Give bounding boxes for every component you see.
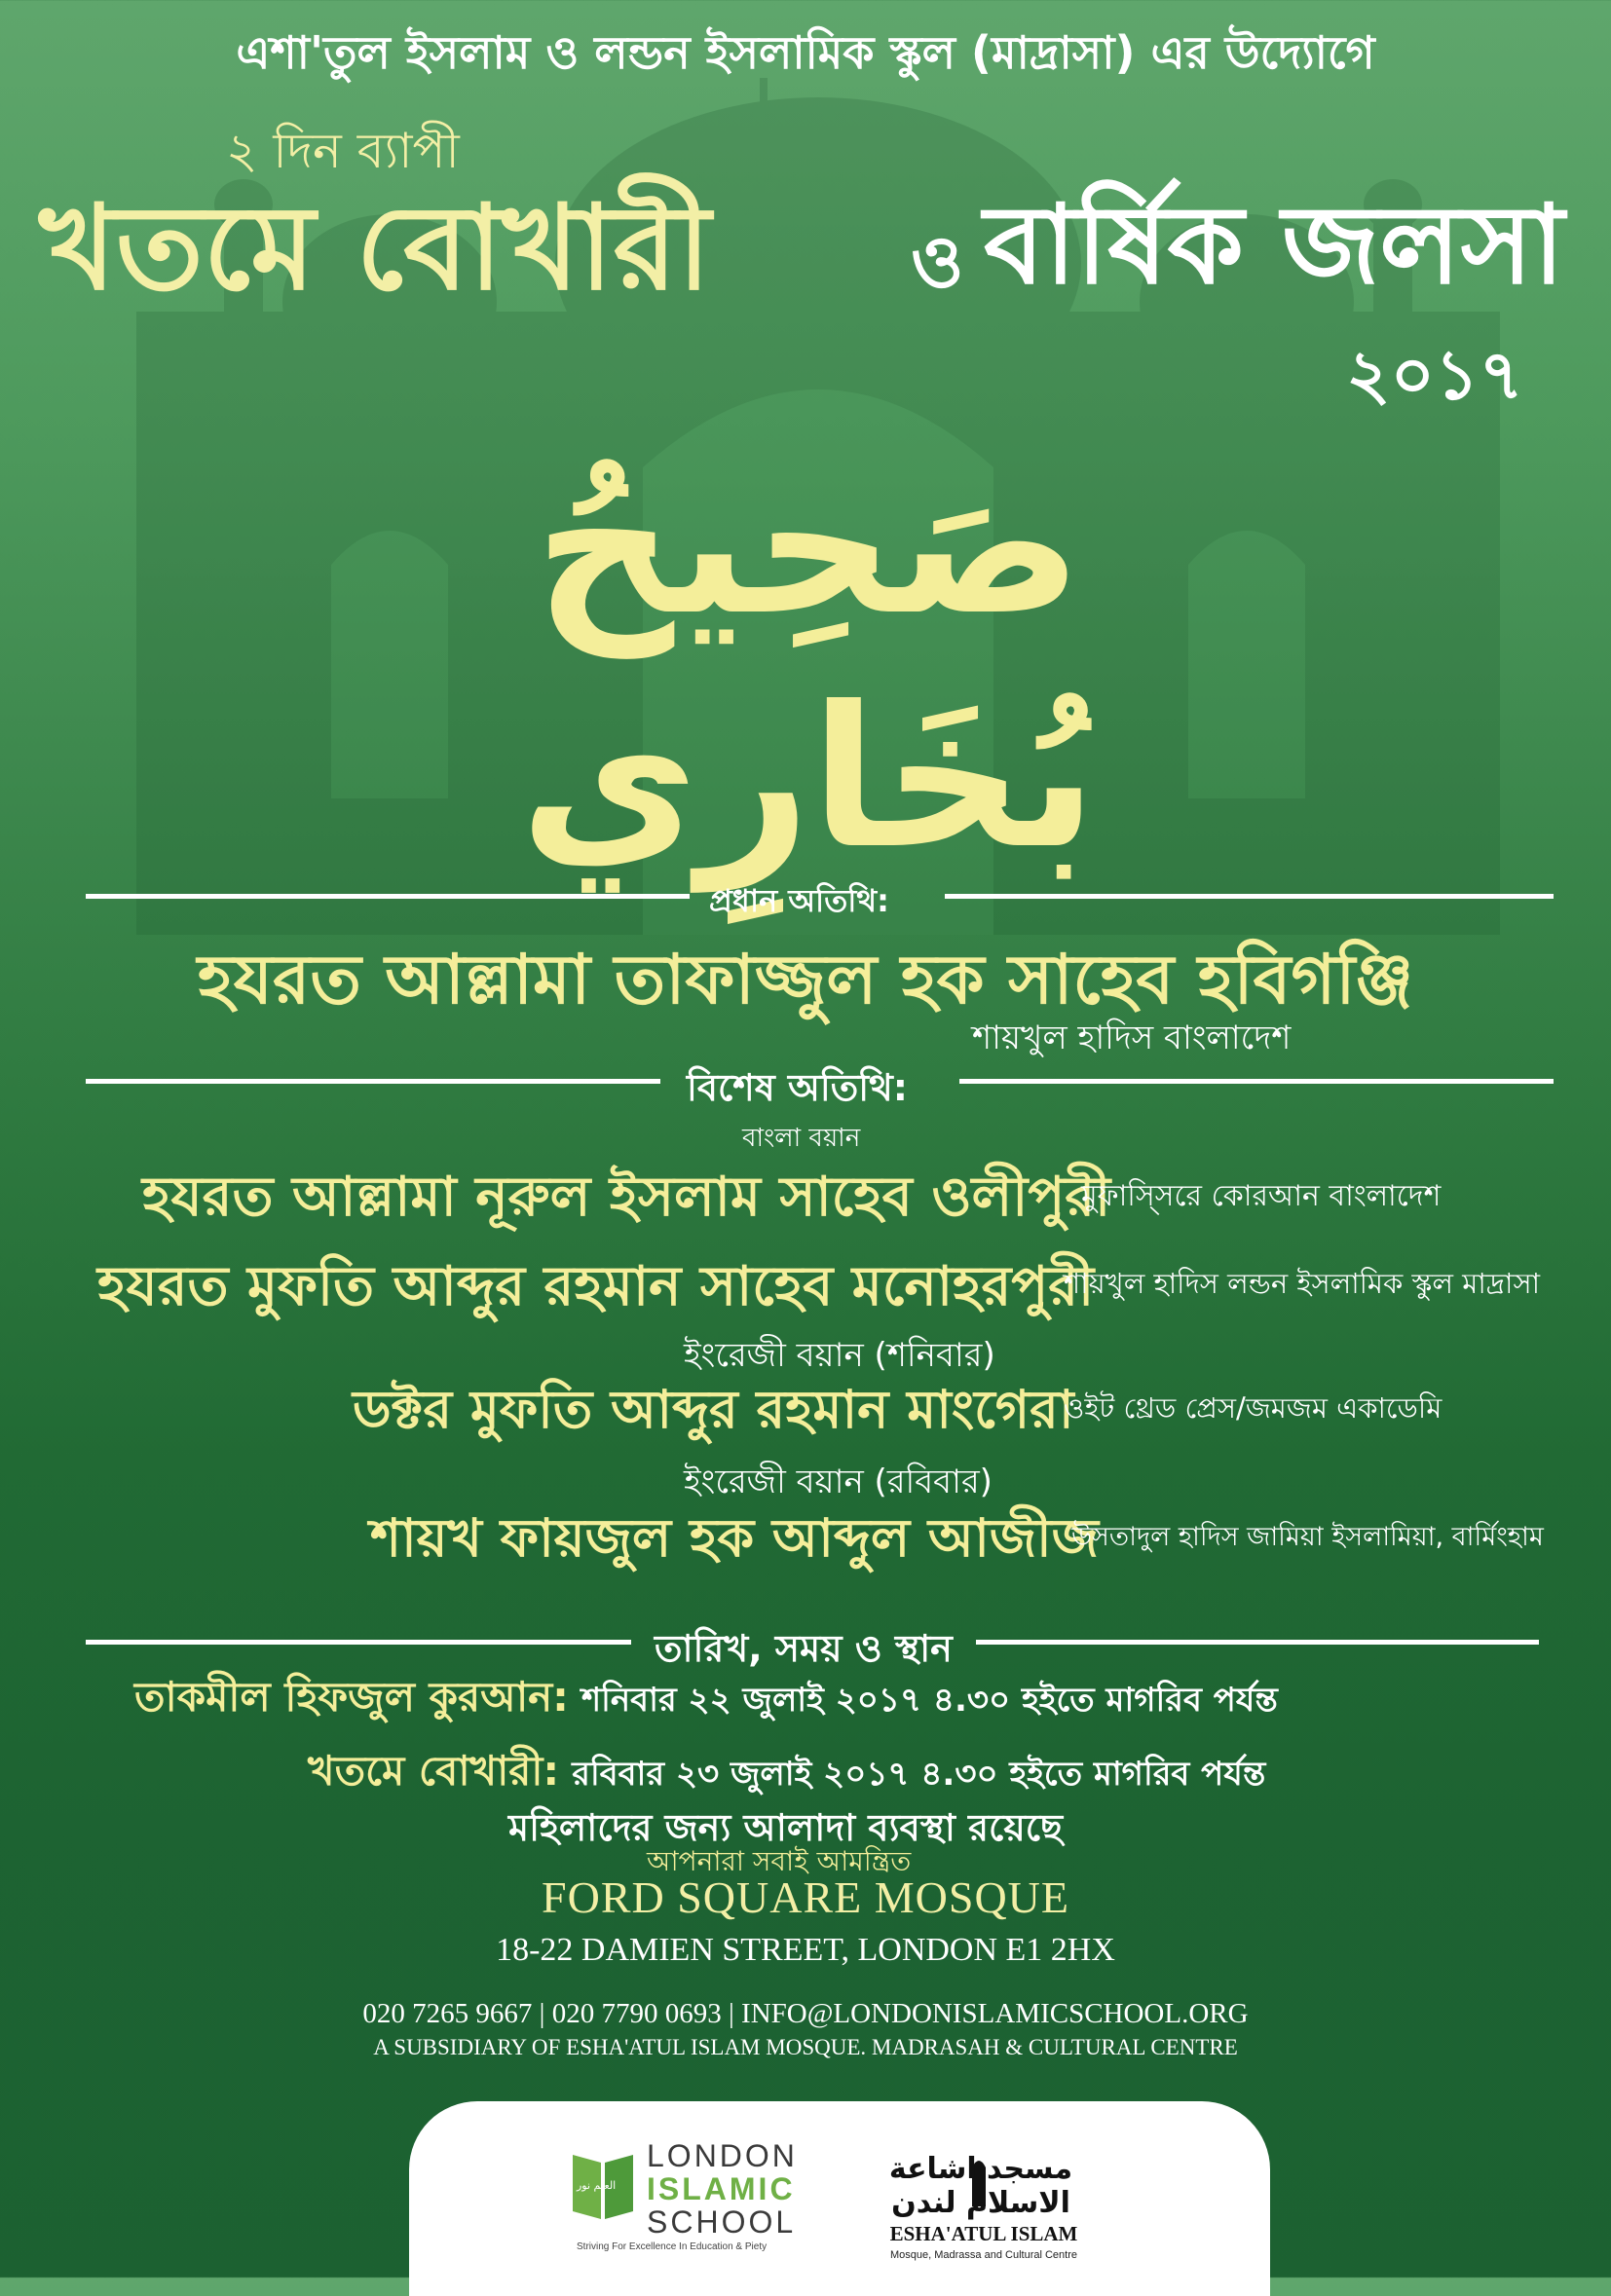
women-note: মহিলাদের জন্য আলাদা ব্যবস্থা রয়েছে bbox=[508, 1806, 1064, 1849]
duration-label: ২ দিন ব্যাপী bbox=[226, 123, 460, 179]
sahih-bukhari-calligraphy: صَحِيحُ بُخَارِي bbox=[519, 431, 1098, 892]
schedule-bukhari-row bbox=[308, 1739, 1265, 1808]
english-sunday-label: ইংরেজী বয়ান (রবিবার) bbox=[684, 1463, 993, 1501]
lis-line-islamic: ISLAMIC bbox=[647, 2171, 796, 2206]
schedule-hifz-row bbox=[134, 1665, 1278, 1734]
guest-olipuri-name: হযরত আল্লামা নূরুল ইসলাম সাহেব ওলীপুরী bbox=[142, 1166, 1111, 1229]
guest-monohorpuri-name: হযরত মুফতি আব্দুর রহমান সাহেব মনোহরপুরী bbox=[97, 1255, 1095, 1318]
title-annual-jalsa: বার্ষিক জলসা bbox=[984, 182, 1565, 309]
esha-name: ESHA'ATUL ISLAM bbox=[889, 2222, 1078, 2245]
special-guest-heading: বিশেষ অতিথি: bbox=[687, 1066, 908, 1109]
logo-panel bbox=[409, 2101, 1270, 2296]
divider-schedule-left bbox=[86, 1640, 631, 1645]
english-saturday-label: ইংরেজী বয়ান (শনিবার) bbox=[684, 1336, 995, 1375]
guest-mangera-designation: ওইট থ্রেড প্রেস/জমজম একাডেমি bbox=[1064, 1391, 1442, 1425]
contact-line: 020 7265 9667 | 020 7790 0693 | INFO@LONDONISLAMICSCHOOL.ORG bbox=[362, 1998, 1249, 2029]
lis-book-text: العلم نور bbox=[577, 2179, 617, 2192]
year-label: ২০১৭ bbox=[1346, 335, 1523, 415]
chief-guest-heading: প্রধান অতিথি: bbox=[709, 882, 889, 919]
chief-guest-designation: শায়খুল হাদিস বাংলাদেশ bbox=[972, 1018, 1292, 1057]
venue-name: FORD SQUARE MOSQUE bbox=[542, 1872, 1069, 1922]
venue-address: 18-22 DAMIEN STREET, LONDON E1 2HX bbox=[496, 1932, 1115, 1968]
title-and: ও bbox=[911, 220, 964, 304]
chief-guest-name: হযরত আল্লামা তাফাজ্জুল হক সাহেব হবিগঞ্জি bbox=[197, 940, 1414, 1019]
divider-chief-left bbox=[86, 894, 690, 899]
schedule-heading: তারিখ, সময় ও স্থান bbox=[655, 1627, 953, 1670]
guest-olipuri-designation: মুফাস্সিরে কোরআন বাংলাদেশ bbox=[1081, 1179, 1442, 1213]
lis-line-london: LONDON bbox=[647, 2138, 798, 2173]
guest-monohorpuri-designation: শায়খুল হাদিস লন্ডন ইসলামিক স্কুল মাদ্রাসা bbox=[1064, 1267, 1541, 1300]
lis-tagline: Striving For Excellence In Education & Piety bbox=[577, 2241, 768, 2252]
subsidiary-line: A SUBSIDIARY OF ESHA'ATUL ISLAM MOSQUE. MADRASAH & CULTURAL CENTRE bbox=[373, 2035, 1238, 2059]
guest-faizul-name: শায়খ ফায়জুল হক আব্দুল আজীজ bbox=[370, 1507, 1099, 1569]
divider-special-right bbox=[959, 1079, 1554, 1084]
guest-mangera-name: ডক্টর মুফতি আব্দুর রহমান মাংগেরা bbox=[353, 1379, 1074, 1440]
bangla-bayan-label: বাংলা বয়ান bbox=[742, 1124, 861, 1153]
invitation-line: আপনারা সবাই আমন্ত্রিত bbox=[647, 1845, 912, 1877]
lis-wordmark bbox=[647, 2140, 798, 2240]
divider-special-left bbox=[86, 1079, 660, 1084]
guest-faizul-designation: উসতাদুল হাদিস জামিয়া ইসলামিয়া, বার্মিংহাম bbox=[1071, 1522, 1544, 1552]
divider-schedule-right bbox=[976, 1640, 1539, 1645]
title-khatme-bukhari: খতমে বোখারী bbox=[39, 181, 711, 316]
schedule-bukhari-label: খতমে বোখারী: bbox=[308, 1747, 560, 1795]
organizers-line: এশা'তুল ইসলাম ও লন্ডন ইসলামিক স্কুল (মাদ্রাসা) এর উদ্যোগে bbox=[236, 26, 1375, 79]
schedule-hifz-detail: শনিবার ২২ জুলাই ২০১৭ ৪.৩০ হইতে মাগরিব পর্যন্ত bbox=[581, 1681, 1278, 1720]
schedule-hifz-label: তাকমীল হিফজুল কুরআন: bbox=[134, 1673, 569, 1721]
esha-arabic-text: مسجد اشاعة الاسلام لندن bbox=[888, 2152, 1073, 2220]
divider-chief-right bbox=[945, 894, 1554, 899]
lis-line-school: SCHOOL bbox=[647, 2204, 797, 2240]
esha-subtitle: Mosque, Madrassa and Cultural Centre bbox=[890, 2249, 1077, 2261]
schedule-bukhari-detail: রবিবার ২৩ জুলাই ২০১৭ ৪.৩০ হইতে মাগরিব পর্যন্ত bbox=[572, 1755, 1266, 1794]
